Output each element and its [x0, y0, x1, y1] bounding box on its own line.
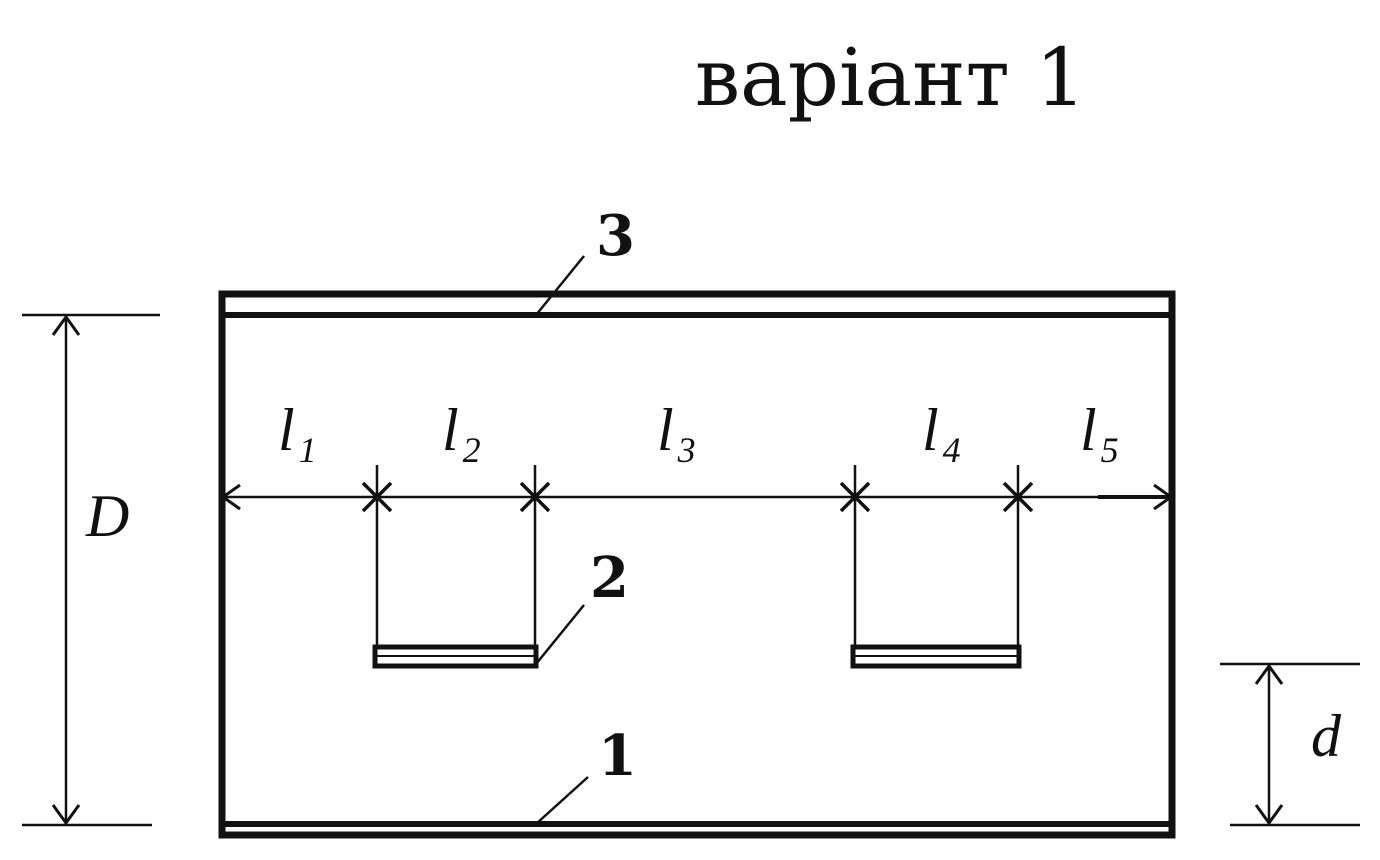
segment-label-l4: l 4 [922, 397, 961, 470]
part-label-1: 1 [598, 723, 637, 789]
leaders [536, 256, 588, 824]
segment-label-l1: l 1 [278, 397, 317, 470]
enclosure-frame [222, 294, 1172, 835]
segment-label-l3: l 3 [657, 397, 696, 470]
enclosure [222, 294, 1172, 835]
segment-label-l5: l 5 [1080, 397, 1119, 470]
part-label-2: 2 [590, 545, 629, 611]
segment-label-l2: l 2 [442, 397, 481, 470]
height-dimension-D [22, 315, 160, 825]
leader-line-3 [536, 256, 584, 315]
leader-line-1 [536, 777, 588, 824]
length-dimension-line [222, 483, 1172, 511]
inner-strips [375, 465, 1019, 666]
segment-labels [278, 397, 1119, 470]
leader-line-2 [536, 605, 584, 664]
diagram-title: варіант 1 [695, 31, 1087, 124]
label-d: d [1311, 703, 1341, 769]
label-D: D [86, 483, 130, 549]
part-label-3: 3 [596, 203, 635, 269]
